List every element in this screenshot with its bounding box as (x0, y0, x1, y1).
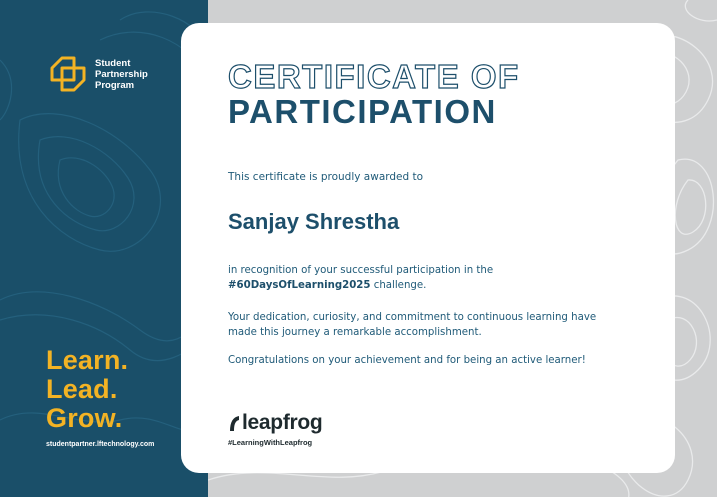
recognition-paragraph (228, 264, 648, 293)
challenge-tag: #60DaysOfLearning2025 (228, 279, 371, 291)
dedication-paragraph: Your dedication, curiosity, and commitment to continuous learning have made this journey a remarkable accomplishment. (228, 312, 597, 338)
slogan-lead: Lead. (46, 374, 118, 404)
congrats-paragraph: Congratulations on your achievement and for being an active learner! (228, 355, 586, 366)
recognition-prefix: in recognition of your successful participation in the (228, 265, 494, 276)
certificate-title-outline (228, 58, 588, 94)
awarded-text: This certificate is proudly awarded to (228, 171, 424, 183)
slogan (46, 346, 128, 433)
certificate-title-main: PARTICIPATION (228, 93, 497, 130)
title-outline-text: CERTIFICATE OF (228, 58, 520, 94)
recipient-name: Sanjay Shrestha (228, 209, 400, 234)
leapfrog-logo (228, 411, 322, 435)
program-logo (46, 52, 175, 96)
leapfrog-name: leapfrog (242, 411, 323, 434)
website-url: studentpartner.lftechnology.com (46, 441, 155, 448)
certificate-card (181, 23, 675, 473)
student-partnership-logo-icon (46, 52, 90, 96)
program-name: Student Partnership Program (95, 57, 148, 91)
recognition-suffix: challenge. (370, 279, 427, 291)
leapfrog-logo-icon (228, 414, 240, 432)
slogan-grow: Grow. (46, 403, 123, 433)
slogan-learn: Learn. (46, 345, 129, 375)
leapfrog-hashtag: #LearningWithLeapfrog (228, 438, 313, 447)
